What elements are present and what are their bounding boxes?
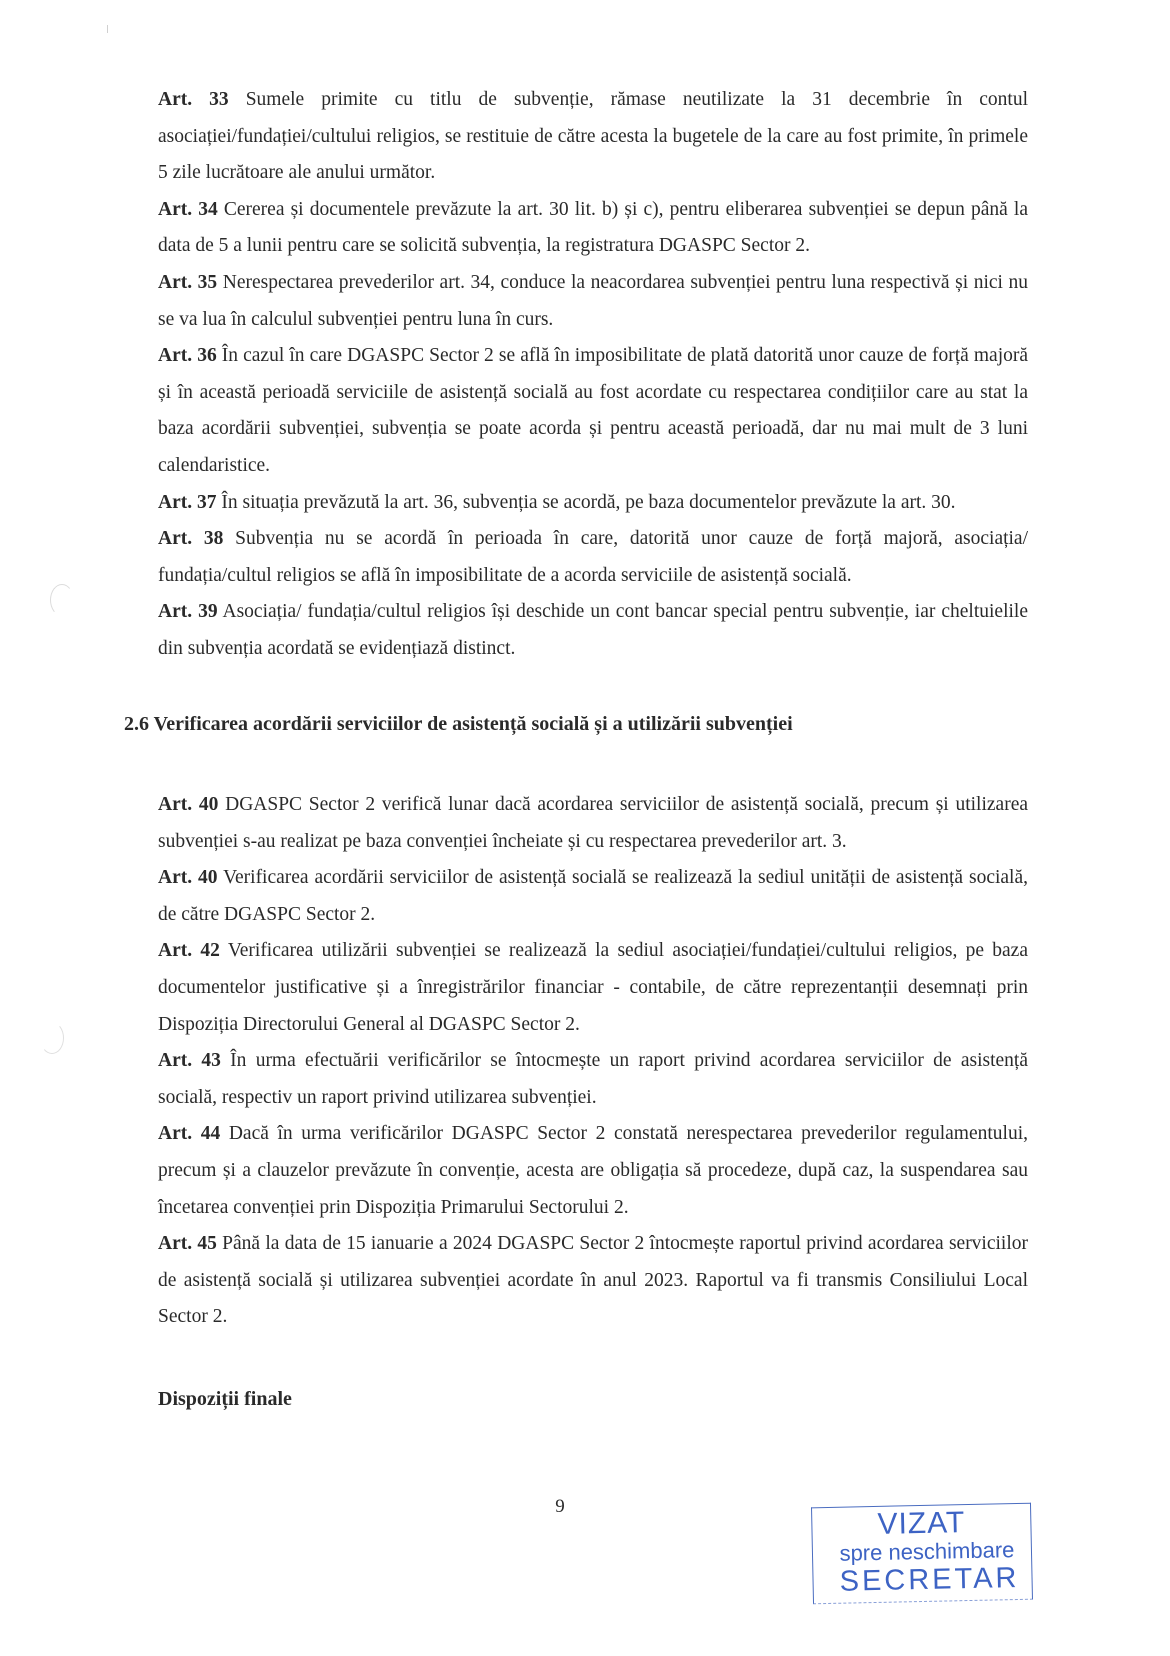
article-43 <box>158 1043 1028 1116</box>
article-33 <box>158 82 1028 192</box>
article-label: Art. 34 <box>158 198 218 220</box>
article-40 <box>158 787 1028 860</box>
article-text: Până la data de 15 ianuarie a 2024 DGASPC Sector 2 întocmește raportul privind acordarea serviciilor de asistență socială și utilizarea subvenției acordate în anul 2023. Raportul va fi transmis Consiliului Local Sector 2. <box>158 1233 1029 1328</box>
article-text: Verificarea acordării serviciilor de asistență socială se realizează la sediul unității de asistență socială, de către DGASPC Sector 2. <box>158 867 1028 925</box>
article-label: Art. 42 <box>158 940 220 962</box>
article-42 <box>158 933 1028 1043</box>
article-36 <box>158 338 1028 484</box>
article-38 <box>158 521 1028 594</box>
article-text: În cazul în care DGASPC Sector 2 se află în imposibilitate de plată datorită unor cauze de forță majoră și în această perioadă serviciile de asistență socială au fost acordate cu respectarea condițiilor care au stat la baza acordării subvenției, subvenția se poate acorda și pentru această perioadă, dar nu mai mult de 3 luni calendaristice. <box>158 345 1029 476</box>
article-label: Art. 37 <box>158 491 217 513</box>
article-44 <box>158 1116 1028 1226</box>
punch-hole-mark <box>50 584 74 616</box>
punch-hole-mark <box>40 1022 64 1054</box>
article-text: Sumele primite cu titlu de subvenție, rămase neutilizate la 31 decembrie în contul asociației/fundației/cultului religios, se restituie de către acesta la bugetele de la care au fost primite, în primele 5 zile lucrătoare ale anului următor. <box>158 89 1028 184</box>
article-text: În situația prevăzută la art. 36, subvenția se acordă, pe baza documentelor prevăzute la art. 30. <box>221 491 956 513</box>
article-label: Art. 33 <box>158 89 229 110</box>
article-text: Asociația/ fundația/cultul religios își deschide un cont bancar special pentru subvenție, iar cheltuielile din subvenția acordată se evidențiază distinct. <box>158 601 1028 659</box>
article-40-bis <box>158 860 1028 933</box>
article-label: Art. 44 <box>158 1123 221 1145</box>
article-label: Art. 43 <box>158 1050 221 1072</box>
article-label: Art. 38 <box>158 528 224 550</box>
article-37 <box>158 485 1028 522</box>
article-text: DGASPC Sector 2 verifică lunar dacă acordarea serviciilor de asistență socială, precum și utilizarea subvenției s-au realizat pe baza convenției încheiate și cu respectarea prevederilor art. 3. <box>158 794 1029 852</box>
article-45 <box>158 1226 1028 1336</box>
article-label: Art. 40 <box>158 867 218 889</box>
article-35 <box>158 265 1028 338</box>
article-text: În urma efectuării verificărilor se întocmește un raport privind acordarea serviciilor de asistență socială, respectiv un raport privind utilizarea subvenției. <box>158 1050 1029 1108</box>
article-39 <box>158 594 1028 667</box>
article-label: Art. 40 <box>158 794 219 815</box>
page-number: 9 <box>555 1496 565 1517</box>
articles-block-upper <box>158 82 1028 668</box>
article-text: Dacă în urma verificărilor DGASPC Sector 2 constată nerespectarea prevederilor regulamentului, precum și a clauzelor prevăzute în convenție, acesta are obligația să procedeze, după caz, la suspendarea sau încetarea convenției prin Dispoziția Primarului Sectorului 2. <box>158 1123 1028 1218</box>
approval-stamp <box>811 1503 1033 1605</box>
article-34 <box>158 192 1028 265</box>
article-label: Art. 39 <box>158 601 218 623</box>
section-heading: 2.6 Verificarea acordării serviciilor de asistență socială și a utilizării subvenției <box>124 713 793 735</box>
articles-block-lower <box>158 787 1028 1336</box>
article-label: Art. 36 <box>158 345 217 367</box>
article-label: Art. 35 <box>158 271 218 293</box>
article-text: Verificarea utilizării subvenției se realizează la sediul asociației/fundației/cultului religios, pe baza documentelor justificative și a înregistrărilor financiar - contabile, de către reprezentanții desemnați prin Dispoziția Directorului General al DGASPC Sector 2. <box>158 940 1028 1035</box>
article-label: Art. 45 <box>158 1233 217 1255</box>
stamp-line-secretar: SECRETAR <box>839 1561 1020 1598</box>
article-text: Cererea și documentele prevăzute la art. 30 lit. b) și c), pentru eliberarea subvenției se depun până la data de 5 a lunii pentru care se solicită subvenția, la registratura DGASPC Sector 2. <box>158 198 1028 257</box>
stamp-line-vizat: VIZAT <box>877 1506 966 1541</box>
article-text: Nerespectarea prevederilor art. 34, conduce la neacordarea subvenției pentru luna respectivă și nici nu se va lua în calculul subvenției pentru luna în curs. <box>158 271 1029 330</box>
stamp-line-neschimbare: spre neschimbare <box>839 1537 1015 1566</box>
final-provisions-heading: Dispoziții finale <box>158 1388 292 1410</box>
scan-tick-mark <box>107 25 108 33</box>
article-text: Subvenția nu se acordă în perioada în care, datorită unor cauze de forță majoră, asociația/ fundația/cultul religios se află în imposibilitate de a acorda serviciile de asistență socială. <box>158 528 1029 586</box>
